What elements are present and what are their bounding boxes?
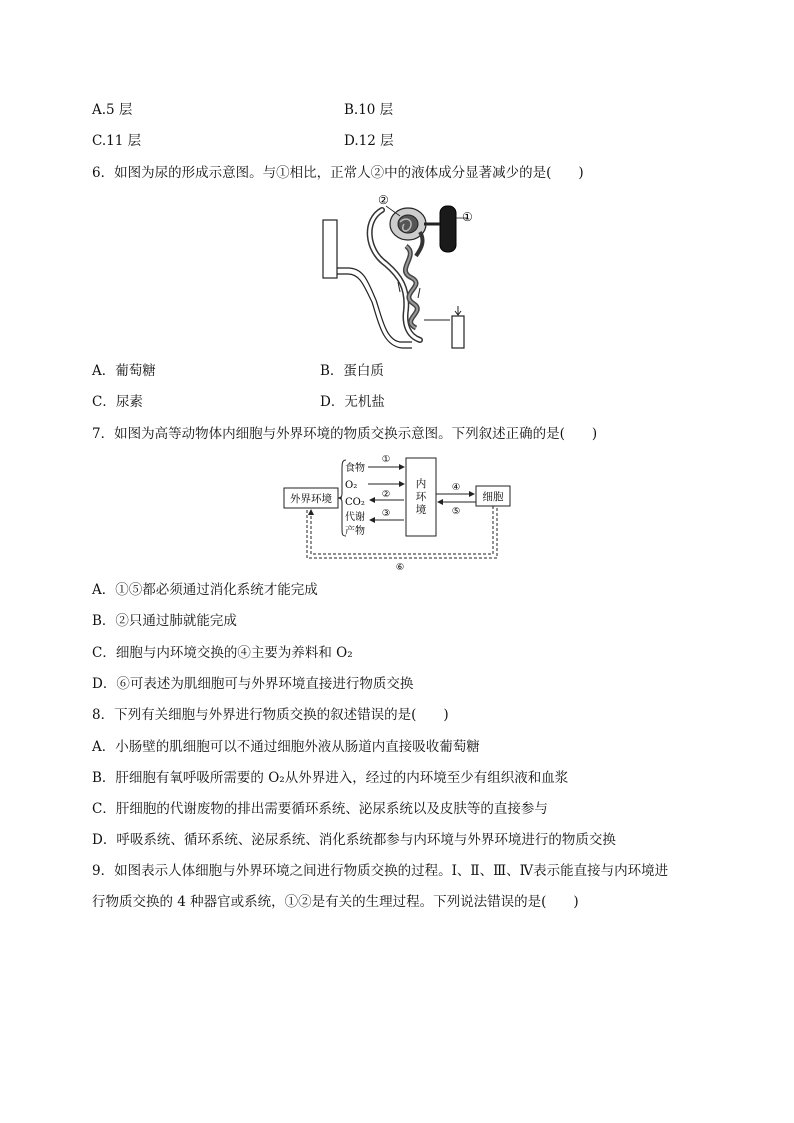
co2-label: CO₂: [345, 497, 365, 508]
internal-label-2: 环: [415, 491, 427, 503]
renal-artery: [440, 206, 456, 252]
q7-option-c: C．细胞与内环境交换的④主要为养料和 O₂: [92, 645, 353, 661]
q8-option-c: C．肝细胞的代谢废物的排出需要循环系统、泌尿系统以及皮肤等的直接参与: [92, 801, 548, 817]
q8-option-d: D．呼吸系统、循环系统、泌尿系统、消化系统都参与内环境与外界环境进行的物质交换: [92, 832, 616, 848]
q7-option-a: A．①⑤都必须通过消化系统才能完成: [92, 582, 318, 598]
q6-stem: 6．如图为尿的形成示意图。与①相比，正常人②中的液体成分显著减少的是( ): [92, 165, 584, 181]
waste-label-1: 代谢: [345, 512, 365, 523]
internal-label-1: 内: [415, 478, 427, 490]
label-1: ①: [462, 210, 473, 224]
q6-option-a: A．葡萄糖: [92, 363, 156, 379]
q9-stem-line-2: 行物质交换的 4 种器官或系统，①②是有关的生理过程。下列说法错误的是( ): [92, 894, 579, 910]
q6-option-c: C．尿素: [92, 394, 143, 410]
q7-option-d: D．⑥可表述为肌细胞可与外界环境直接进行物质交换: [92, 676, 414, 692]
q5-option-c: C.11 层: [92, 133, 142, 149]
o2-label: O₂: [345, 480, 358, 491]
q5-option-d: D.12 层: [344, 133, 394, 149]
collecting-tube: [452, 316, 464, 348]
num-1: ①: [381, 454, 391, 465]
q6-option-d: D．无机盐: [320, 394, 385, 410]
waste-label-2: 产物: [345, 526, 365, 537]
q6-option-b: B．蛋白质: [320, 363, 384, 379]
num-4: ④: [451, 482, 461, 493]
food-label: 食物: [345, 463, 365, 474]
q5-option-b: B.10 层: [344, 102, 394, 118]
outer-environment-label: 外界环境: [290, 493, 332, 505]
q7-stem: 7．如图为高等动物体内细胞与外界环境的物质交换示意图。下列叙述正确的是( ): [92, 426, 598, 442]
q8-option-b: B．肝细胞有氧呼吸所需要的 O₂从外界进入，经过的内环境至少有组织液和血浆: [92, 770, 569, 786]
num-3: ③: [381, 508, 391, 519]
num-5: ⑤: [451, 506, 461, 517]
nephron-diagram: [320, 190, 475, 350]
q8-stem: 8．下列有关细胞与外界进行物质交换的叙述错误的是( ): [92, 707, 449, 723]
label-2: ②: [378, 193, 389, 207]
renal-vessel-left: [323, 220, 337, 278]
q8-option-a: A．小肠壁的肌细胞可以不通过细胞外液从肠道内直接吸收葡萄糖: [92, 739, 480, 755]
q5-option-a: A.5 层: [92, 102, 133, 118]
q7-option-b: B．②只通过肺就能完成: [92, 613, 237, 629]
material-exchange-diagram: [280, 450, 515, 575]
num-6: ⑥: [395, 562, 405, 573]
num-2: ②: [381, 489, 391, 500]
cell-label: 细胞: [482, 491, 504, 503]
internal-label-3: 境: [415, 504, 427, 516]
q9-stem-line-1: 9．如图表示人体细胞与外界环境之间进行物质交换的过程。Ⅰ、Ⅱ、Ⅲ、Ⅳ表示能直接与内环境进: [92, 863, 669, 879]
